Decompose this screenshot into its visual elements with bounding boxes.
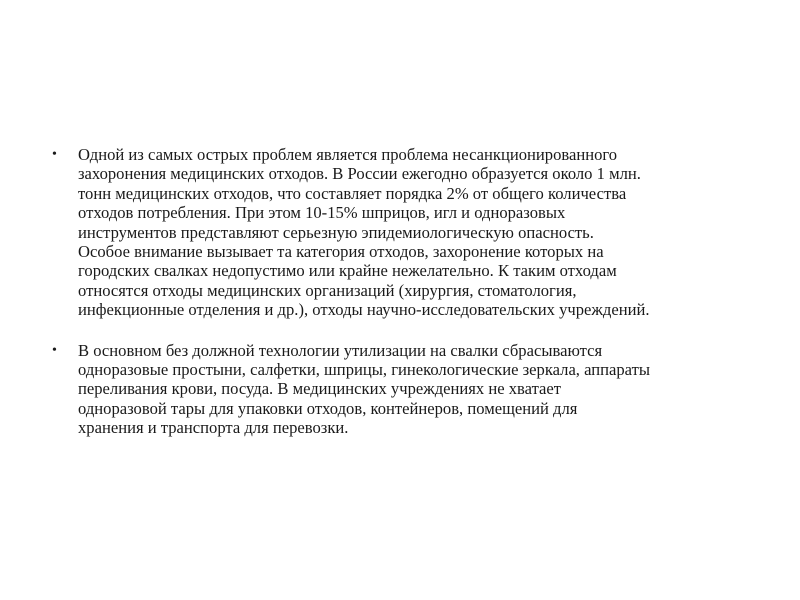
bullet-item-1 (46, 145, 786, 320)
paragraph-line: отходов потребления. При этом 10-15% шприцов, игл и одноразовых (78, 203, 566, 223)
paragraph-line: тонн медицинских отходов, что составляет порядка 2% от общего количества (78, 183, 627, 203)
bullet-dot-icon: • (52, 342, 57, 358)
paragraph-line: городских свалках недопустимо или крайне нежелательно. К таким отходам (78, 261, 617, 281)
paragraph-line: В основном без должной технологии утилизации на свалки сбрасываются (78, 340, 603, 360)
paragraph-line: захоронения медицинских отходов. В России ежегодно образуется около 1 млн. (78, 164, 641, 184)
bullet-list (46, 145, 786, 459)
paragraph-line: одноразовые простыни, салфетки, шприцы, гинекологические зеркала, аппараты (78, 360, 651, 380)
paragraph-line: Одной из самых острых проблем является проблема несанкционированного (78, 145, 618, 164)
paragraph-line: хранения и транспорта для перевозки. (78, 418, 349, 438)
paragraph-line: относятся отходы медицинских организаций (хирургия, стоматология, (78, 280, 577, 300)
paragraph-line: Особое внимание вызывает та категория отходов, захоронение которых на (78, 242, 604, 262)
paragraph-line: инфекционные отделения и др.), отходы научно-исследовательских учреждений. (78, 300, 650, 320)
paragraph-line: одноразовой тары для упаковки отходов, контейнеров, помещений для (78, 398, 578, 418)
bullet-dot-icon: • (52, 147, 57, 162)
paragraph-line: переливания крови, посуда. В медицинских учреждениях не хватает (78, 379, 562, 399)
bullet-item-2 (46, 341, 786, 438)
paragraph-line: инструментов представляют серьезную эпидемиологическую опасность. (78, 222, 594, 242)
